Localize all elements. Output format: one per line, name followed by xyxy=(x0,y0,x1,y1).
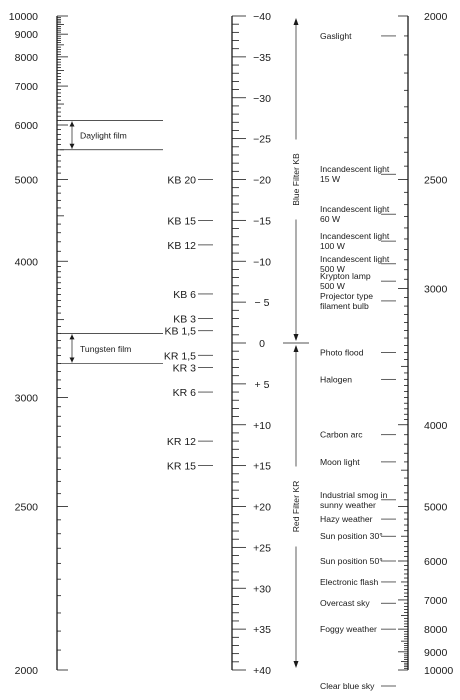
light-source-label: sunny weather xyxy=(320,499,376,510)
light-source-label: Industrial smog in xyxy=(320,489,388,500)
light-source-label: Incandescent light xyxy=(320,204,390,215)
filter-scale-number: − 5 xyxy=(254,297,270,310)
right-scale-label: 2500 xyxy=(424,174,448,187)
filter-scale-number: +35 xyxy=(253,624,271,637)
right-scale-label: 10000 xyxy=(424,665,454,677)
light-source-label: Photo flood xyxy=(320,347,364,358)
right-scale-label: 9000 xyxy=(424,646,448,659)
filter-label: KB 1,5 xyxy=(164,325,196,338)
light-source-label: Incandescent light xyxy=(320,164,390,175)
film-range-label: Tungsten film xyxy=(80,343,132,354)
filter-scale-number: −15 xyxy=(253,215,271,228)
light-source-label: Sun position 50° xyxy=(320,556,383,566)
light-source-label: Overcast sky xyxy=(320,598,370,609)
light-source-label: Krypton lamp xyxy=(320,271,371,282)
filter-label: KR 12 xyxy=(166,436,196,449)
filter-scale-number: −25 xyxy=(253,133,271,146)
left-scale-label: 2500 xyxy=(14,501,38,514)
light-source-label: Sun position 30° xyxy=(320,531,383,542)
arrow-up-icon xyxy=(294,345,299,352)
filter-scale-number: −40 xyxy=(253,11,271,23)
filter-label: KB 20 xyxy=(167,174,196,187)
left-scale-label: 8000 xyxy=(14,51,38,64)
filter-scale-number: +20 xyxy=(253,501,271,514)
left-scale-label: 9000 xyxy=(14,29,38,42)
light-source-label: Moon light xyxy=(320,456,360,467)
light-source-label: Incandescent light xyxy=(320,253,390,264)
filter-scale-number: −10 xyxy=(253,256,271,269)
arrow-up-icon xyxy=(294,18,299,25)
left-scale-label: 5000 xyxy=(14,174,38,187)
light-source-label: Clear blue sky xyxy=(320,681,375,691)
filter-mired-scale xyxy=(164,11,309,677)
arrow-down-icon xyxy=(70,357,75,362)
left-scale-label: 4000 xyxy=(14,256,38,269)
filter-label: KR 15 xyxy=(166,460,196,473)
filter-label: KB 6 xyxy=(173,288,196,301)
filter-scale-number: +15 xyxy=(253,460,271,473)
arrow-down-icon xyxy=(294,661,299,668)
filter-label: KB 15 xyxy=(167,215,196,228)
light-source-label: 60 W xyxy=(320,214,341,225)
light-source-label: Hazy weather xyxy=(320,514,373,525)
left-scale-label: 6000 xyxy=(14,120,38,132)
right-scale-label: 2000 xyxy=(424,11,448,23)
arrow-up-icon xyxy=(70,334,75,339)
filter-scale-number: −35 xyxy=(253,51,271,64)
filter-scale-number: +30 xyxy=(253,583,271,596)
filter-label: KR 3 xyxy=(172,362,196,375)
filter-scale-number: +10 xyxy=(253,419,271,432)
blue-filter-label: Blue Filter KB xyxy=(291,153,301,206)
left-scale-label: 2000 xyxy=(14,665,38,677)
filter-label: KB 12 xyxy=(167,239,196,252)
right-scale-label: 6000 xyxy=(424,556,448,568)
red-filter-label: Red Filter KR xyxy=(291,480,301,533)
right-scale-label: 3000 xyxy=(424,283,448,296)
left-scale-label: 7000 xyxy=(14,81,38,94)
left-scale-label: 3000 xyxy=(14,392,38,405)
light-source-label: Electronic flash xyxy=(320,576,379,587)
light-source-label: Gaslight xyxy=(320,30,352,41)
light-source-label: Foggy weather xyxy=(320,624,377,635)
filter-label: KB 3 xyxy=(173,313,196,326)
filter-scale-number: −20 xyxy=(253,174,271,187)
light-source-label: Halogen xyxy=(320,374,353,385)
light-source-label: Carbon arc xyxy=(320,429,363,440)
light-source-label: Incandescent light xyxy=(320,231,390,242)
light-source-label: 100 W xyxy=(320,241,345,252)
filter-scale-number: −30 xyxy=(253,92,271,105)
right-scale-label: 8000 xyxy=(424,624,448,637)
filter-scale-number: +25 xyxy=(253,542,271,555)
right-scale-label: 4000 xyxy=(424,419,448,432)
light-source-label: Projector type xyxy=(320,290,374,301)
left-kelvin-scale xyxy=(9,11,163,677)
arrow-down-icon xyxy=(70,144,75,149)
right-scale-label: 5000 xyxy=(424,501,448,514)
left-scale-label: 10000 xyxy=(8,11,38,23)
filter-label: KR 6 xyxy=(172,387,196,400)
light-source-label: 500 W xyxy=(320,281,345,292)
arrow-down-icon xyxy=(294,334,299,341)
filter-label: KR 1,5 xyxy=(163,350,196,363)
right-scale-label: 7000 xyxy=(424,594,448,607)
filter-scale-number: 0 xyxy=(259,338,265,350)
filter-scale-number: + 5 xyxy=(254,378,270,391)
light-source-label: 15 W xyxy=(320,174,341,185)
right-kelvin-scale xyxy=(320,11,453,691)
light-source-label: 500 W xyxy=(320,263,345,274)
light-source-label: filament bulb xyxy=(320,300,369,311)
arrow-up-icon xyxy=(70,122,75,127)
filter-scale-number: +40 xyxy=(253,665,271,677)
film-range-label: Daylight film xyxy=(80,130,127,141)
